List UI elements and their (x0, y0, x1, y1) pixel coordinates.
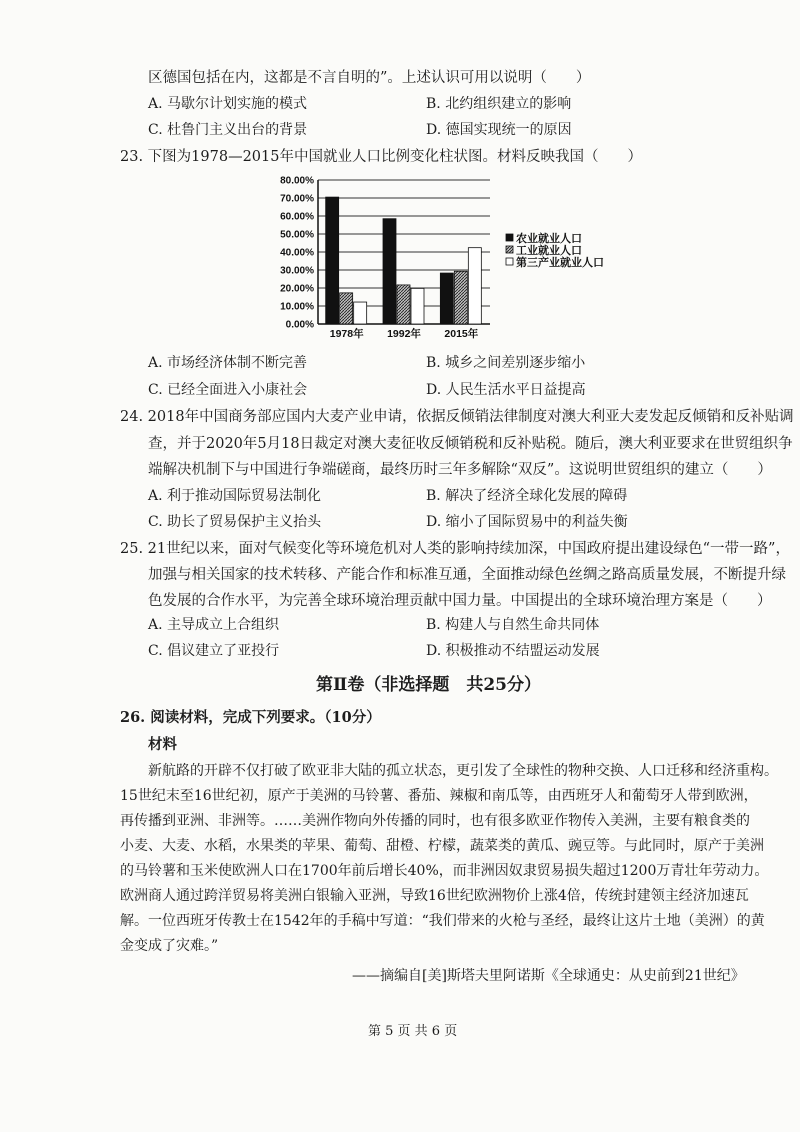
q26-material-line-8: 金变成了灾难。” (120, 938, 219, 954)
chart-legend-label: 农业就业人口 (516, 233, 582, 245)
chart-y-tick-label: 80.00% (280, 175, 314, 187)
chart-bar (340, 293, 353, 324)
q22-option-c[interactable]: C. 杜鲁门主义出台的背景 (148, 122, 308, 138)
q23-option-b[interactable]: B. 城乡之间差别逐步缩小 (426, 355, 586, 371)
q22-option-a[interactable]: A. 马歇尔计划实施的模式 (148, 96, 308, 112)
q26-stem: 26. 阅读材料，完成下列要求。（10分） (120, 709, 381, 726)
chart-y-tick-label: 30.00% (280, 265, 314, 277)
q24-option-b[interactable]: B. 解决了经济全球化发展的障碍 (426, 488, 628, 504)
chart-legend-swatch (506, 234, 513, 241)
q24-option-d[interactable]: D. 缩小了国际贸易中的利益失衡 (426, 514, 628, 530)
q26-material-line-2: 15世纪末至16世纪初，原产于美洲的马铃薯、番茄、辣椒和南瓜等，由西班牙人和葡萄牙人带到欧洲， (120, 788, 758, 804)
chart-legend-swatch (506, 258, 513, 265)
chart-legend-label: 工业就业人口 (516, 245, 582, 257)
q23-stem: 23. 下图为1978—2015年中国就业人口比例变化柱状图。材料反映我国（ ） (120, 149, 642, 165)
q26-material-line-1: 新航路的开辟不仅打破了欧亚非大陆的孤立状态，更引发了全球性的物种交换、人口迁移和经济重构。 (148, 763, 778, 779)
chart-x-tick-label: 1978年 (329, 328, 364, 340)
q24-line-3: 端解决机制下与中国进行争端磋商，最终历时三年多解除“双反”。这说明世贸组织的建立（ ） (148, 462, 772, 478)
q26-material-line-6: 欧洲商人通过跨洋贸易将美洲白银输入亚洲，导致16世纪欧洲物价上涨4倍，传统封建领主经济加速瓦 (120, 888, 749, 904)
q25-option-d[interactable]: D. 积极推动不结盟运动发展 (426, 643, 600, 659)
chart-bar (383, 219, 396, 324)
chart-bar (440, 273, 453, 324)
chart-y-tick-label: 10.00% (280, 301, 314, 313)
q26-material-line-5: 的马铃薯和玉米使欧洲人口在1700年前后增长40%，而非洲因奴隶贸易损失超过1200万青壮年劳动力。 (120, 863, 769, 879)
chart-bar (411, 288, 424, 324)
employment-bar-chart (272, 172, 617, 348)
page-number: 第 5 页 共 6 页 (368, 1024, 458, 1039)
chart-bar (397, 285, 410, 324)
q23-option-c[interactable]: C. 已经全面进入小康社会 (148, 382, 308, 398)
chart-bar (326, 197, 339, 324)
chart-legend-swatch (506, 246, 513, 253)
chart-svg (272, 172, 617, 344)
chart-y-tick-label: 20.00% (280, 283, 314, 295)
q24-line-1: 24. 2018年中国商务部应国内大麦产业申请，依据反倾销法律制度对澳大利亚大麦发起反倾销和反补贴调 (120, 409, 794, 425)
q24-option-c[interactable]: C. 助长了贸易保护主义抬头 (148, 514, 322, 530)
section-2-title: 第Ⅱ卷（非选择题 共25分） (316, 675, 541, 695)
q24-line-2: 查，并于2020年5月18日裁定对澳大麦征收反倾销税和反补贴税。随后，澳大利亚要求在世贸组织争 (148, 436, 793, 452)
q25-line-2: 加强与相关国家的技术转移、产能合作和标准互通，全面推动绿色丝绸之路高质量发展，不断提升绿 (148, 567, 786, 583)
chart-y-tick-label: 60.00% (280, 211, 314, 223)
q23-option-a[interactable]: A. 市场经济体制不断完善 (148, 355, 308, 371)
q26-material-line-3: 再传播到亚洲、非洲等。……美洲作物向外传播的同时，也有很多欧亚作物传入美洲，主要有粮食类的 (120, 813, 750, 829)
chart-y-tick-label: 40.00% (280, 247, 314, 259)
q24-option-a[interactable]: A. 利于推动国际贸易法制化 (148, 488, 322, 504)
q26-material-label: 材料 (148, 736, 177, 753)
chart-y-tick-label: 50.00% (280, 229, 314, 241)
q25-option-c[interactable]: C. 倡议建立了亚投行 (148, 643, 280, 659)
q25-line-3: 色发展的合作水平，为完善全球环境治理贡献中国力量。中国提出的全球环境治理方案是（ ） (148, 593, 772, 609)
chart-x-tick-label: 1992年 (387, 328, 421, 340)
q22-continuation-line: 区德国包括在内，这都是不言自明的”。上述认识可用以说明（ ） (148, 70, 591, 86)
q25-option-b[interactable]: B. 构建人与自然生命共同体 (426, 617, 600, 633)
chart-legend-label: 第三产业就业人口 (516, 257, 604, 269)
q26-material-line-4: 小麦、大麦、水稻，水果类的苹果、葡萄、甜橙、柠檬，蔬菜类的黄瓜、豌豆等。与此同时，原产于美洲 (120, 838, 764, 854)
q26-material-line-7: 解。一位西班牙传教士在1542年的手稿中写道：“我们带来的火枪与圣经，最终让这片土地（美洲）的黄 (120, 913, 765, 929)
chart-y-tick-label: 0.00% (285, 319, 314, 331)
q22-option-b[interactable]: B. 北约组织建立的影响 (426, 96, 572, 112)
q26-source: ——摘编自[美]斯塔夫里阿诺斯《全球通史：从史前到21世纪》 (352, 968, 745, 984)
chart-bar (354, 302, 367, 324)
q23-option-d[interactable]: D. 人民生活水平日益提高 (426, 382, 586, 398)
chart-bar (468, 248, 481, 324)
chart-bar (454, 271, 467, 324)
chart-x-tick-label: 2015年 (444, 328, 479, 340)
q25-line-1: 25. 21世纪以来，面对气候变化等环境危机对人类的影响持续加深，中国政府提出建设绿色“一带一路”， (120, 541, 790, 557)
q25-option-a[interactable]: A. 主导成立上合组织 (148, 617, 280, 633)
q22-option-d[interactable]: D. 德国实现统一的原因 (426, 122, 572, 138)
chart-y-tick-label: 70.00% (280, 193, 314, 205)
